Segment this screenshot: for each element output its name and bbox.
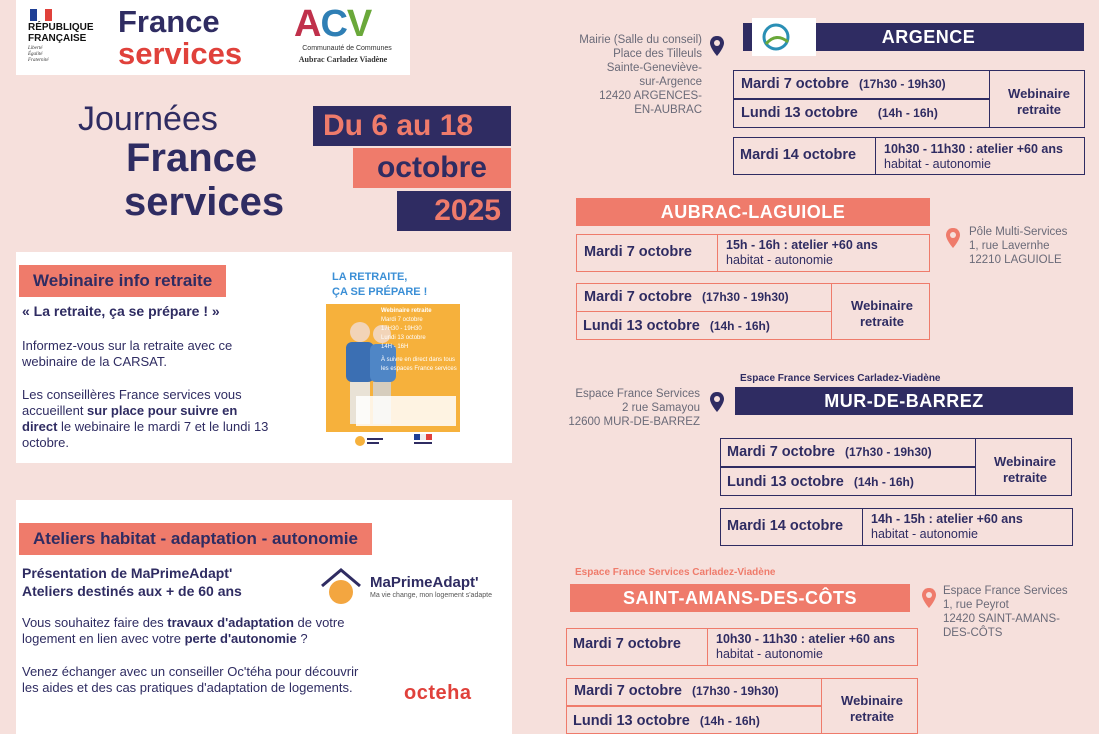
murdebarrez-address: Espace France Services 2 rue Samayou 12600 MUR-DE-BARREZ <box>568 388 700 428</box>
maprimeadapt-logo: MaPrimeAdapt' <box>370 574 479 591</box>
argence-webinaire-label: Webinaire retraite <box>1008 86 1070 117</box>
saintamans-date-0: Mardi 7 octobre <box>573 636 681 652</box>
location-pin-icon <box>710 36 724 56</box>
poster-text: Webinaire retraite Mardi 7 octobre 17H30 - 19H30 Lundi 13 octobre 14H - 16H À suivre en direct dans tous les espaces France services <box>381 308 457 372</box>
acv-logo: ACV <box>294 3 372 45</box>
ateliers-paragraph-2: Venez échanger avec un conseiller Oc'téha pour découvrir les aides et des cas pratiques d'adaptation de logements. <box>22 664 359 695</box>
argence-city-bar: ARGENCE <box>743 23 1084 51</box>
france-services-logo-line2: services <box>118 36 243 71</box>
location-pin-icon <box>922 588 936 608</box>
acv-subtitle-name: Aubrac Carladez Viadène <box>298 55 388 64</box>
webinaire-paragraph-1: Informez-vous sur la retraite avec ce webinaire de la CARSAT. <box>22 338 233 369</box>
ateliers-heading: Ateliers habitat - adaptation - autonomie <box>19 523 372 555</box>
laguiole-atelier-text: 15h - 16h : atelier +60 ans habitat - autonomie <box>726 238 878 267</box>
laguiole-address: Pôle Multi-Services 1, rue Lavernhe 12210 LAGUIOLE <box>969 226 1068 266</box>
france-services-mini-logo-icon <box>414 434 434 448</box>
laguiole-date-2: Lundi 13 octobre (14h - 16h) <box>583 318 770 334</box>
location-pin-icon <box>710 392 724 412</box>
argence-address: Mairie (Salle du conseil) Place des Tilleuls Sainte-Geneviève- sur-Argence 12420 ARGENCES- EN-AUBRAC <box>579 34 702 116</box>
ateliers-paragraph-1: Vous souhaitez faire des travaux d'adaptation de votre logement en lien avec votre perte d'autonomie ? <box>22 615 345 646</box>
argence-date-3: Mardi 14 octobre <box>740 147 857 163</box>
saintamans-webinaire-label: Webinaire retraite <box>841 693 903 724</box>
webinaire-heading: Webinaire info retraite <box>19 265 226 297</box>
saintamans-date-2: Lundi 13 octobre (14h - 16h) <box>573 713 760 729</box>
french-flag-icon <box>30 8 52 20</box>
laguiole-webinaire-label: Webinaire retraite <box>851 298 913 329</box>
webinaire-paragraph-2: Les conseillères France services vous accueillent sur place pour suivre en direct le webinaire le mardi 7 et le lundi 13 octobre. <box>22 387 269 450</box>
title-services: services <box>124 180 285 224</box>
maprimeadapt-house-icon <box>318 566 364 606</box>
argence-date-2: Lundi 13 octobre (14h - 16h) <box>741 105 938 121</box>
murdebarrez-webinaire-label: Webinaire retraite <box>994 454 1056 485</box>
date-range-line1: Du 6 au 18 <box>313 106 511 146</box>
france-services-logo-line1: France <box>118 4 220 39</box>
saintamans-address: Espace France Services 1, rue Peyrot 12420 SAINT-AMANS- DES-CÔTS <box>943 585 1068 639</box>
republique-motto: Liberté Égalité Fraternité <box>28 46 49 63</box>
murdebarrez-atelier-text: 14h - 15h : atelier +60 ans habitat - autonomie <box>871 512 1023 541</box>
date-range-line2: octobre <box>353 148 511 188</box>
assurance-retraite-logo-icon <box>354 434 384 448</box>
ateliers-subtitle: Présentation de MaPrimeAdapt' Ateliers destinés aux + de 60 ans <box>22 565 242 599</box>
poster-headline: LA RETRAITE, ÇA SE PRÉPARE ! <box>332 271 428 298</box>
location-pin-icon <box>946 228 960 248</box>
saintamans-top-label: Espace France Services Carladez-Viadène <box>575 567 776 578</box>
murdebarrez-date-1: Mardi 7 octobre (17h30 - 19h30) <box>727 444 932 460</box>
murdebarrez-date-2: Lundi 13 octobre (14h - 16h) <box>727 474 914 490</box>
webinaire-quote: « La retraite, ça se prépare ! » <box>22 303 220 319</box>
murdebarrez-city-bar: MUR-DE-BARREZ <box>735 387 1073 415</box>
saintamans-date-1: Mardi 7 octobre (17h30 - 19h30) <box>574 683 779 699</box>
title-france: France <box>126 136 258 180</box>
laguiole-city-bar: AUBRAC-LAGUIOLE <box>576 198 930 226</box>
laguiole-date-0: Mardi 7 octobre <box>584 244 692 260</box>
maprimeadapt-tagline: Ma vie change, mon logement s'adapte <box>370 592 492 599</box>
laguiole-date-1: Mardi 7 octobre (17h30 - 19h30) <box>584 289 789 305</box>
argence-atelier-text: 10h30 - 11h30 : atelier +60 ans habitat - autonomie <box>884 142 1063 171</box>
acv-subtitle: Communauté de Communes <box>302 45 392 52</box>
murdebarrez-date-3: Mardi 14 octobre <box>727 518 844 534</box>
murdebarrez-top-label: Espace France Services Carladez-Viadène <box>740 373 941 384</box>
saintamans-city-bar: SAINT-AMANS-DES-CÔTS <box>570 584 910 612</box>
title-journees: Journées <box>78 100 218 138</box>
argence-logo-icon <box>752 18 816 56</box>
argence-date-1: Mardi 7 octobre (17h30 - 19h30) <box>741 76 946 92</box>
saintamans-atelier-text: 10h30 - 11h30 : atelier +60 ans habitat - autonomie <box>716 632 895 661</box>
octeha-logo: octeha <box>404 682 472 704</box>
republique-francaise-logo: RÉPUBLIQUE FRANÇAISE <box>28 22 94 44</box>
date-range-line3: 2025 <box>397 191 511 231</box>
